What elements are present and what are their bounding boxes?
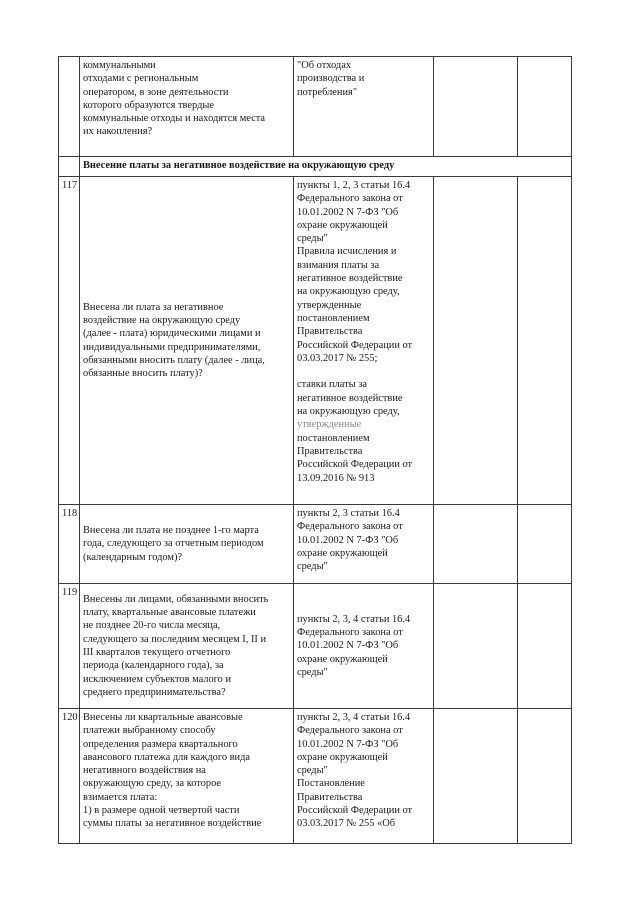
legal-basis-cell (294, 177, 434, 505)
table-row (59, 709, 572, 844)
table-row (59, 584, 572, 709)
empty-cell (59, 157, 80, 177)
legal-basis-cell: пункты 2, 3, 4 статьи 16.4 Федерального закона от 10.01.2002 N 7-ФЗ "Об охране окружающей среды" Постановление Правительства Российской Федерации от 03.03.2017 № 255 «Об (294, 709, 434, 844)
row-number: 117 (59, 177, 80, 505)
legal-basis-text: постановлением Правительства Российской Федерации от 13.09.2016 № 913 (297, 432, 413, 484)
legal-basis-cell: пункты 2, 3, 4 статьи 16.4 Федерального закона от 10.01.2002 N 7-ФЗ "Об охране окружающей среды" (294, 584, 434, 709)
question-cell: Внесена ли плата за негативное воздействие на окружающую среду (далее - плата) юридическими лицами и индивидуальными предпринимателями, обязанными вносить плату (далее - лица, обязанные вносить плату)? (80, 177, 294, 505)
row-number: 120 (59, 709, 80, 844)
checklist-table (58, 56, 572, 844)
table-row (59, 505, 572, 584)
section-header-row (59, 157, 572, 177)
empty-cell (434, 505, 518, 584)
legal-basis-cell: пункты 2, 3 статьи 16.4 Федерального закона от 10.01.2002 N 7-ФЗ "Об охране окружающей среды" (294, 505, 434, 584)
legal-basis-text: ставки платы за негативное воздействие на окружающую среду, (297, 379, 403, 418)
row-number (59, 57, 80, 157)
table-row (59, 177, 572, 505)
empty-cell (434, 177, 518, 505)
row-number: 119 (59, 584, 80, 709)
empty-cell (434, 709, 518, 844)
empty-cell (434, 57, 518, 157)
row-number: 118 (59, 505, 80, 584)
empty-cell (518, 57, 572, 157)
question-cell: Внесены ли лицами, обязанными вносить плату, квартальные авансовые платежи не позднее 20-го числа месяца, следующего за последним месяцем I, II и III кварталов текущего отчетного периода (календарного года), за исключением субъектов малого и среднего предпринимательства? (80, 584, 294, 709)
table-row (59, 57, 572, 157)
legal-basis-text: утвержденные (297, 419, 362, 431)
empty-cell (434, 584, 518, 709)
empty-cell (518, 584, 572, 709)
question-cell: Внесены ли квартальные авансовые платежи выбранному способу определения размера квартального авансового платежа для каждого вида негативного воздействия на окружающую среду, за которое взимается плата: 1) в размере одной четвертой части суммы платы за негативное воздействие (80, 709, 294, 844)
legal-basis-text: пункты 1, 2, 3 статьи 16.4 Федерального закона от 10.01.2002 N 7-ФЗ "Об охране окружающей среды" Правила исчисления и взимания платы за негативное воздействие на окружающую среду, утвержденные постановлением Правительства Российской Федерации от 03.03.2017 № 255; (297, 180, 413, 364)
empty-cell (518, 505, 572, 584)
question-cell: Внесена ли плата не позднее 1-го марта года, следующего за отчетным периодом (календарным годом)? (80, 505, 294, 584)
empty-cell (518, 709, 572, 844)
empty-cell (518, 177, 572, 505)
legal-basis-cell: "Об отходах производства и потребления" (294, 57, 434, 157)
section-title: Внесение платы за негативное воздействие на окружающую среду (80, 157, 572, 177)
question-cell: коммунальными отходами с региональным оператором, в зоне деятельности которого образуются твердые коммунальные отходы и находятся места их накопления? (80, 57, 294, 157)
